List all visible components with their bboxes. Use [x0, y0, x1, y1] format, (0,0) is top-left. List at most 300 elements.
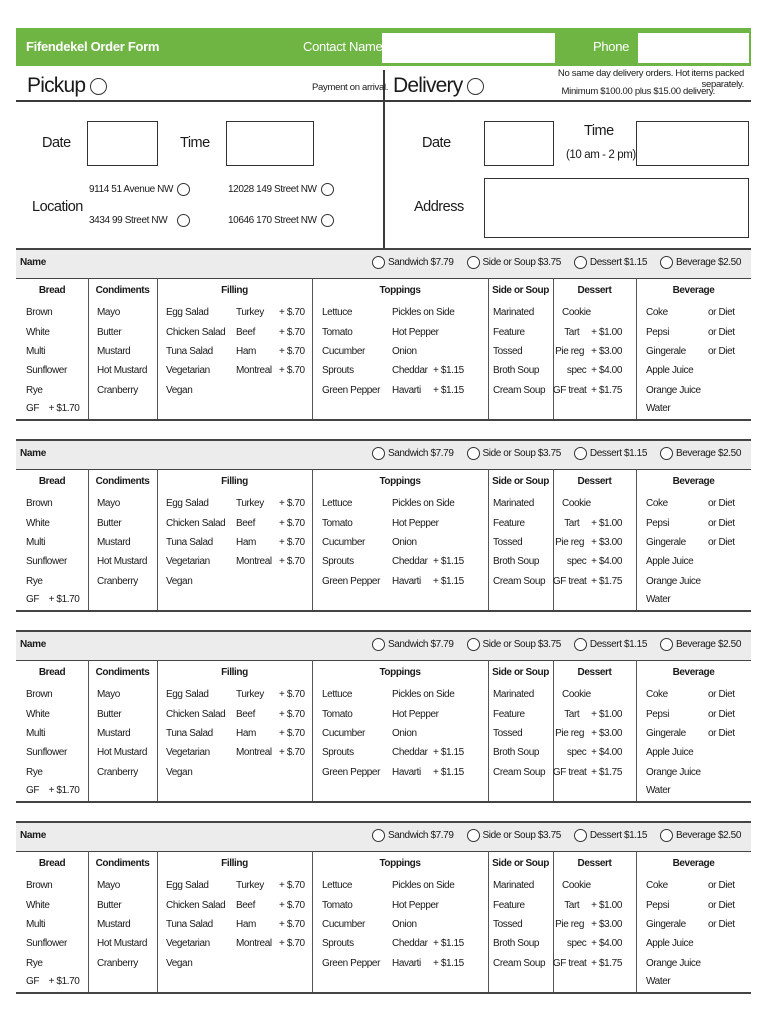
menu-item: Cucumber [322, 346, 365, 357]
menu-item: Havarti [392, 385, 421, 396]
radio-icon[interactable] [660, 829, 673, 842]
menu-item: spec + $4.00 [566, 556, 622, 567]
delivery-option[interactable] [393, 74, 484, 98]
location-text: 9114 51 Avenue NW [89, 184, 174, 195]
menu-item: Mayo [97, 880, 120, 891]
menu-item: Montreal [236, 365, 272, 376]
pickup-time-field[interactable] [226, 121, 314, 166]
menu-item: Broth Soup [493, 747, 540, 758]
menu-item: Coke [646, 498, 668, 509]
menu-item: Sunflower [26, 365, 67, 376]
pickup-delivery-divider [383, 70, 385, 248]
radio-icon[interactable] [574, 447, 587, 460]
location-option-3[interactable] [89, 214, 190, 227]
location-text: 12028 149 Street NW [228, 184, 317, 195]
column-header-condiments: Condiments [95, 667, 150, 678]
order-option[interactable] [574, 829, 647, 842]
menu-item: + $1.15 [433, 385, 464, 396]
menu-item: Rye [26, 385, 43, 396]
order-option[interactable] [467, 638, 561, 651]
radio-icon[interactable] [467, 256, 480, 269]
menu-item: Havarti [392, 576, 421, 587]
menu-item: GF treat + $1.75 [552, 958, 622, 969]
menu-item: Mustard [97, 346, 131, 357]
menu-item: Chicken Salad [166, 327, 226, 338]
menu-item: or Diet [708, 689, 735, 700]
menu-item: Cookie [562, 880, 591, 891]
menu-item: or Diet [708, 709, 735, 720]
menu-item: Multi [26, 728, 46, 739]
pickup-note: Payment on arrival. [312, 82, 389, 93]
menu-item: Broth Soup [493, 556, 540, 567]
menu-item: Brown [26, 498, 53, 509]
menu-item: Mustard [97, 919, 131, 930]
order-option-label: Dessert $1.15 [589, 448, 647, 459]
column-header-bread: Bread [38, 667, 66, 678]
order-option[interactable] [372, 829, 454, 842]
menu-item: Egg Salad [166, 689, 209, 700]
divider [16, 851, 751, 852]
delivery-time-label: Time [584, 123, 614, 139]
menu-item: Montreal [236, 938, 272, 949]
menu-item: Orange Juice [646, 385, 701, 396]
pickup-time-label: Time [180, 135, 210, 151]
location-option-4[interactable] [228, 214, 334, 227]
menu-item: Cranberry [97, 385, 138, 396]
order-option[interactable] [574, 256, 647, 269]
menu-item: Butter [97, 709, 122, 720]
menu-item: Hot Pepper [392, 900, 439, 911]
order-option-label: Dessert $1.15 [589, 830, 647, 841]
menu-item: Lettuce [322, 689, 353, 700]
location-option-1[interactable] [89, 183, 190, 196]
column-header-side: Side or Soup [492, 667, 549, 678]
order-option[interactable] [467, 447, 561, 460]
divider [16, 610, 751, 612]
divider [16, 278, 751, 279]
menu-item: Vegan [166, 767, 193, 778]
menu-item: Onion [392, 919, 417, 930]
menu-item: or Diet [708, 498, 735, 509]
menu-item: + $.70 [279, 900, 305, 911]
menu-item: Pickles on Side [392, 689, 455, 700]
menu-item: Pepsi [646, 709, 670, 720]
divider [16, 821, 751, 823]
menu-item: Ham [236, 346, 256, 357]
location-text: 3434 99 Street NW [89, 215, 168, 226]
order-name-label: Name [20, 257, 47, 268]
form-title: Fifendekel Order Form [26, 39, 160, 54]
menu-item: Apple Juice [646, 365, 694, 376]
radio-icon[interactable] [574, 638, 587, 651]
menu-item: Onion [392, 346, 417, 357]
address-field[interactable] [484, 178, 749, 238]
menu-item: Vegetarian [166, 556, 210, 567]
menu-item: + $1.15 [433, 958, 464, 969]
order-name-label: Name [20, 830, 47, 841]
order-option-label: Sandwich $7.79 [387, 830, 454, 841]
column-divider [636, 469, 637, 610]
menu-item: Water [646, 976, 671, 987]
divider [16, 248, 751, 250]
delivery-radio-icon[interactable] [467, 78, 484, 95]
order-options [372, 829, 741, 842]
menu-item: Orange Juice [646, 958, 701, 969]
menu-item: Mayo [97, 307, 120, 318]
menu-item: Montreal [236, 747, 272, 758]
menu-item: Orange Juice [646, 576, 701, 587]
menu-item: GF + $1.70 [26, 785, 80, 796]
radio-icon[interactable] [467, 638, 480, 651]
order-option[interactable] [660, 447, 741, 460]
pickup-date-field[interactable] [87, 121, 158, 166]
menu-item: Cranberry [97, 576, 138, 587]
menu-item: Cream Soup [493, 576, 546, 587]
menu-item: or Diet [708, 327, 735, 338]
order-option-label: Side or Soup $3.75 [482, 448, 561, 459]
menu-item: + $1.15 [433, 747, 464, 758]
column-header-side: Side or Soup [492, 858, 549, 869]
menu-item: Cheddar [392, 938, 428, 949]
divider [16, 660, 751, 661]
menu-item: Turkey [236, 498, 264, 509]
contact-name-label: Contact Name [303, 39, 383, 54]
menu-item: Lettuce [322, 307, 353, 318]
menu-item: Water [646, 403, 671, 414]
column-header-toppings: Toppings [379, 476, 421, 487]
menu-item: Cheddar [392, 556, 428, 567]
menu-item: Cranberry [97, 767, 138, 778]
menu-item: Beef [236, 709, 255, 720]
menu-item: Pie reg + $3.00 [555, 537, 622, 548]
menu-item: Water [646, 785, 671, 796]
menu-item: Vegan [166, 385, 193, 396]
menu-item: Chicken Salad [166, 900, 226, 911]
order-option[interactable] [574, 447, 647, 460]
menu-item: Cream Soup [493, 385, 546, 396]
order-option-label: Sandwich $7.79 [387, 639, 454, 650]
menu-item: Feature [493, 709, 525, 720]
menu-item: Tuna Salad [166, 919, 213, 930]
column-header-dessert: Dessert [577, 476, 612, 487]
menu-item: Tomato [322, 709, 353, 720]
menu-item: Tart + $1.00 [564, 709, 622, 720]
order-block [16, 248, 751, 423]
column-divider [636, 278, 637, 419]
menu-item: Mayo [97, 689, 120, 700]
menu-item: Cream Soup [493, 958, 546, 969]
radio-icon[interactable] [372, 638, 385, 651]
column-divider [157, 469, 158, 610]
menu-item: + $1.15 [433, 556, 464, 567]
delivery-date-field[interactable] [484, 121, 554, 166]
menu-item: Tuna Salad [166, 346, 213, 357]
menu-item: Pie reg + $3.00 [555, 728, 622, 739]
menu-item: Apple Juice [646, 556, 694, 567]
radio-icon[interactable] [574, 829, 587, 842]
radio-icon[interactable] [372, 447, 385, 460]
menu-item: Broth Soup [493, 938, 540, 949]
menu-item: or Diet [708, 346, 735, 357]
menu-item: Butter [97, 518, 122, 529]
menu-item: + $.70 [279, 689, 305, 700]
menu-item: Gingerale [646, 537, 686, 548]
menu-item: Pepsi [646, 518, 670, 529]
column-divider [312, 660, 313, 801]
order-option[interactable] [660, 256, 741, 269]
menu-item: Vegetarian [166, 747, 210, 758]
menu-item: Marinated [493, 689, 534, 700]
menu-item: Pickles on Side [392, 880, 455, 891]
column-header-bread: Bread [38, 476, 66, 487]
order-option-label: Side or Soup $3.75 [482, 639, 561, 650]
menu-item: + $.70 [279, 365, 305, 376]
menu-item: Sunflower [26, 556, 67, 567]
column-header-filling: Filling [221, 667, 248, 678]
menu-item: + $.70 [279, 938, 305, 949]
column-divider [312, 851, 313, 992]
menu-item: Mayo [97, 498, 120, 509]
radio-icon[interactable] [372, 829, 385, 842]
menu-item: Brown [26, 689, 53, 700]
menu-item: Cookie [562, 498, 591, 509]
menu-item: Gingerale [646, 728, 686, 739]
order-options [372, 638, 741, 651]
menu-item: Sprouts [322, 938, 354, 949]
menu-item: GF + $1.70 [26, 594, 80, 605]
radio-icon[interactable] [177, 183, 190, 196]
menu-item: Sprouts [322, 747, 354, 758]
menu-item: Egg Salad [166, 498, 209, 509]
column-header-toppings: Toppings [379, 667, 421, 678]
radio-icon[interactable] [467, 829, 480, 842]
divider [16, 469, 751, 470]
menu-item: Havarti [392, 767, 421, 778]
order-option[interactable] [574, 638, 647, 651]
menu-item: White [26, 900, 50, 911]
column-divider [312, 469, 313, 610]
column-divider [553, 851, 554, 992]
menu-item: spec + $4.00 [566, 747, 622, 758]
menu-item: + $.70 [279, 728, 305, 739]
radio-icon[interactable] [177, 214, 190, 227]
menu-item: Butter [97, 327, 122, 338]
order-option[interactable] [660, 638, 741, 651]
menu-item: Havarti [392, 958, 421, 969]
radio-icon[interactable] [660, 638, 673, 651]
menu-item: + $.70 [279, 307, 305, 318]
column-divider [488, 851, 489, 992]
menu-item: Egg Salad [166, 880, 209, 891]
menu-item: Rye [26, 576, 43, 587]
radio-icon[interactable] [574, 256, 587, 269]
menu-item: + $.70 [279, 537, 305, 548]
menu-item: Cheddar [392, 365, 428, 376]
column-header-beverage: Beverage [672, 476, 715, 487]
menu-item: Hot Mustard [97, 938, 148, 949]
column-header-beverage: Beverage [672, 285, 715, 296]
phone-field[interactable] [638, 33, 749, 63]
menu-item: + $1.15 [433, 365, 464, 376]
menu-item: Pickles on Side [392, 498, 455, 509]
order-option[interactable] [467, 256, 561, 269]
menu-item: or Diet [708, 919, 735, 930]
delivery-time-hint: (10 am - 2 pm) [566, 149, 636, 161]
order-block [16, 821, 751, 996]
column-header-dessert: Dessert [577, 858, 612, 869]
divider [16, 992, 751, 994]
menu-item: Tossed [493, 346, 523, 357]
menu-item: Pickles on Side [392, 307, 455, 318]
menu-item: + $1.15 [433, 576, 464, 587]
menu-item: or Diet [708, 880, 735, 891]
menu-item: Beef [236, 327, 255, 338]
menu-item: Gingerale [646, 919, 686, 930]
menu-item: Butter [97, 900, 122, 911]
menu-item: + $.70 [279, 327, 305, 338]
menu-item: Marinated [493, 307, 534, 318]
menu-item: Green Pepper [322, 958, 381, 969]
phone-label: Phone [593, 39, 630, 54]
menu-item: Rye [26, 958, 43, 969]
menu-item: Cucumber [322, 919, 365, 930]
order-name-label: Name [20, 639, 47, 650]
delivery-time-field[interactable] [636, 121, 749, 166]
menu-item: + $.70 [279, 556, 305, 567]
menu-item: Hot Mustard [97, 556, 148, 567]
order-option-label: Side or Soup $3.75 [482, 830, 561, 841]
radio-icon[interactable] [660, 447, 673, 460]
radio-icon[interactable] [321, 214, 334, 227]
order-options [372, 256, 741, 269]
column-header-toppings: Toppings [379, 285, 421, 296]
menu-item: Vegetarian [166, 365, 210, 376]
column-divider [157, 851, 158, 992]
order-block [16, 630, 751, 805]
menu-item: Sunflower [26, 938, 67, 949]
menu-item: Cucumber [322, 537, 365, 548]
menu-item: GF + $1.70 [26, 976, 80, 987]
radio-icon[interactable] [372, 256, 385, 269]
menu-item: Onion [392, 728, 417, 739]
menu-item: + $.70 [279, 919, 305, 930]
order-option[interactable] [372, 638, 454, 651]
column-header-condiments: Condiments [95, 476, 150, 487]
menu-item: Pepsi [646, 327, 670, 338]
location-option-2[interactable] [228, 183, 334, 196]
menu-item: Turkey [236, 880, 264, 891]
column-divider [88, 278, 89, 419]
menu-item: Hot Pepper [392, 327, 439, 338]
menu-item: Sprouts [322, 556, 354, 567]
order-option-label: Beverage $2.50 [675, 830, 741, 841]
menu-item: + $.70 [279, 518, 305, 529]
menu-item: Water [646, 594, 671, 605]
delivery-note-2: Minimum $100.00 plus $15.00 delivery. [561, 86, 715, 97]
menu-item: Hot Pepper [392, 709, 439, 720]
menu-item: Turkey [236, 689, 264, 700]
order-option-label: Beverage $2.50 [675, 639, 741, 650]
menu-item: GF + $1.70 [26, 403, 80, 414]
menu-item: Egg Salad [166, 307, 209, 318]
column-header-dessert: Dessert [577, 667, 612, 678]
location-label: Location [32, 199, 83, 215]
column-divider [157, 660, 158, 801]
menu-item: Feature [493, 518, 525, 529]
order-option-label: Sandwich $7.79 [387, 448, 454, 459]
menu-item: GF treat + $1.75 [552, 576, 622, 587]
radio-icon[interactable] [660, 256, 673, 269]
order-option[interactable] [372, 256, 454, 269]
divider [16, 801, 751, 803]
order-option[interactable] [372, 447, 454, 460]
order-option[interactable] [467, 829, 561, 842]
menu-item: Coke [646, 689, 668, 700]
menu-item: Tomato [322, 327, 353, 338]
column-header-toppings: Toppings [379, 858, 421, 869]
menu-item: Tart + $1.00 [564, 327, 622, 338]
menu-item: White [26, 327, 50, 338]
menu-item: White [26, 709, 50, 720]
radio-icon[interactable] [321, 183, 334, 196]
menu-item: + $.70 [279, 346, 305, 357]
contact-name-field[interactable] [382, 33, 555, 63]
menu-item: Mustard [97, 537, 131, 548]
menu-item: Hot Mustard [97, 365, 148, 376]
column-divider [157, 278, 158, 419]
menu-item: Chicken Salad [166, 518, 226, 529]
column-divider [636, 660, 637, 801]
menu-item: Cranberry [97, 958, 138, 969]
order-option[interactable] [660, 829, 741, 842]
order-option-label: Beverage $2.50 [675, 448, 741, 459]
menu-item: Feature [493, 900, 525, 911]
menu-item: Pepsi [646, 900, 670, 911]
pickup-option[interactable] [27, 74, 107, 98]
pickup-radio-icon[interactable] [90, 78, 107, 95]
radio-icon[interactable] [467, 447, 480, 460]
menu-item: Brown [26, 880, 53, 891]
menu-item: Tuna Salad [166, 728, 213, 739]
menu-item: Pie reg + $3.00 [555, 346, 622, 357]
menu-item: Tuna Salad [166, 537, 213, 548]
menu-item: Cheddar [392, 747, 428, 758]
menu-item: or Diet [708, 537, 735, 548]
column-header-beverage: Beverage [672, 667, 715, 678]
column-divider [488, 660, 489, 801]
location-text: 10646 170 Street NW [228, 215, 317, 226]
menu-item: Hot Mustard [97, 747, 148, 758]
menu-item: Coke [646, 880, 668, 891]
menu-item: Turkey [236, 307, 264, 318]
column-divider [553, 469, 554, 610]
menu-item: Vegan [166, 958, 193, 969]
menu-item: + $.70 [279, 880, 305, 891]
menu-item: Apple Juice [646, 938, 694, 949]
menu-item: or Diet [708, 307, 735, 318]
menu-item: Lettuce [322, 498, 353, 509]
delivery-date-label: Date [422, 135, 451, 151]
menu-item: + $.70 [279, 709, 305, 720]
menu-item: GF treat + $1.75 [552, 385, 622, 396]
menu-item: + $.70 [279, 747, 305, 758]
column-header-filling: Filling [221, 476, 248, 487]
menu-item: Green Pepper [322, 576, 381, 587]
column-header-side: Side or Soup [492, 476, 549, 487]
menu-item: Coke [646, 307, 668, 318]
menu-item: Montreal [236, 556, 272, 567]
menu-item: Onion [392, 537, 417, 548]
